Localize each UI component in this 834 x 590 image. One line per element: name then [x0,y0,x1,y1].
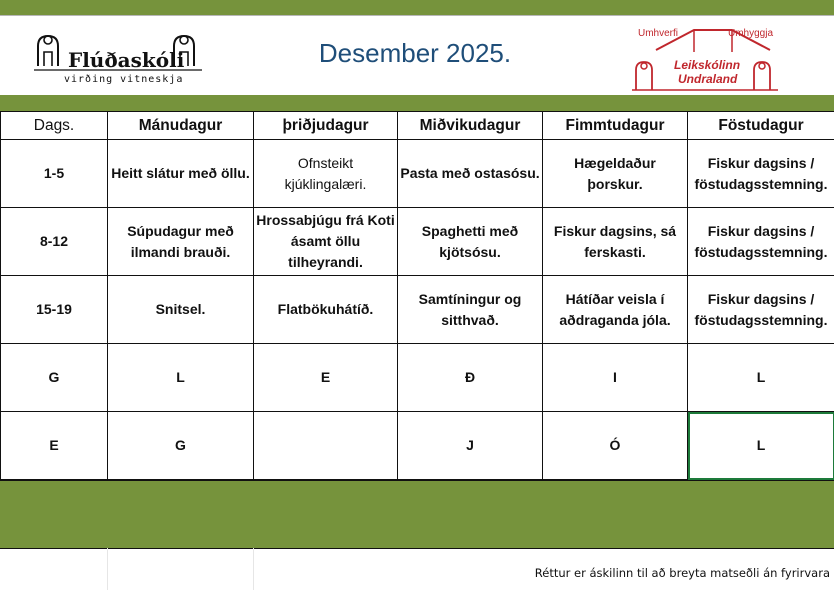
cell-date[interactable]: 8-12 [1,208,108,276]
cell-date[interactable]: 1-5 [1,140,108,208]
cell-friday[interactable]: Fiskur dagsins / föstudagsstemning. [688,140,834,208]
footer [0,548,834,590]
cell-letter[interactable]: J [398,412,543,480]
table-row [1,412,834,480]
green-band [0,95,834,111]
header-thridjudagur: þriðjudagur [254,112,398,140]
cell-thursday[interactable]: Hátíðar veisla í aðdraganda jóla. [543,276,688,344]
cell-letter[interactable]: Ó [543,412,688,480]
undraland-name-line2: Undraland [678,72,738,86]
header-manudagur: Mánudagur [108,112,254,140]
cell-letter[interactable]: G [108,412,254,480]
cell-letter-selected[interactable]: L [688,412,834,480]
cell-friday[interactable]: Fiskur dagsins / föstudagsstemning. [688,208,834,276]
undraland-name-line1: Leikskólinn [674,58,741,72]
cell-letter[interactable]: L [108,344,254,412]
cell-letter[interactable]: E [1,412,108,480]
fludaskoli-name: Flúðaskóli [68,48,185,72]
cell-wednesday[interactable]: Samtíningur og sitthvað. [398,276,543,344]
header-midvikudagur: Miðvikudagur [398,112,543,140]
table-row [1,208,834,276]
fludaskoli-logo [34,24,204,88]
cell-letter[interactable]: E [254,344,398,412]
cell-wednesday[interactable]: Pasta með ostasósu. [398,140,543,208]
gridline [107,548,108,590]
cell-letter[interactable]: G [1,344,108,412]
cell-wednesday[interactable]: Spaghetti með kjötsósu. [398,208,543,276]
cell-thursday[interactable]: Hægeldaður þorskur. [543,140,688,208]
header-fostudagur: Föstudagur [688,112,834,140]
table-header-row [1,112,834,140]
top-green-bar [0,0,834,15]
cell-monday[interactable]: Snitsel. [108,276,254,344]
table-row [1,344,834,412]
header-fimmtudagur: Fimmtudagur [543,112,688,140]
page-title: Desember 2025. [318,38,512,68]
cell-letter[interactable]: I [543,344,688,412]
cell-tuesday[interactable]: Hrossabjúgu frá Koti ásamt öllu tilheyrandi. [254,208,398,276]
table-row [1,140,834,208]
cell-thursday[interactable]: Fiskur dagsins, sá ferskasti. [543,208,688,276]
fludaskoli-motto: virðing vitneskja [64,74,184,85]
cell-letter[interactable]: Ð [398,344,543,412]
cell-monday[interactable]: Súpudagur með ilmandi brauði. [108,208,254,276]
gridline [253,548,254,590]
disclaimer-note: Réttur er áskilinn til að breyta matseðli án fyrirvara [534,566,830,580]
bottom-green-band [0,480,834,549]
lunch-menu-table [0,111,834,480]
cell-friday[interactable]: Fiskur dagsins / föstudagsstemning. [688,276,834,344]
cell-monday[interactable]: Heitt slátur með öllu. [108,140,254,208]
table-row [1,276,834,344]
cell-letter[interactable]: L [688,344,834,412]
header [0,15,834,96]
cell-date[interactable]: 15-19 [1,276,108,344]
cell-tuesday[interactable]: Flatbökuhátíð. [254,276,398,344]
header-dags: Dags. [1,112,108,140]
undraland-logo [632,22,778,92]
cell-letter[interactable] [254,412,398,480]
undraland-top-left: Umhverfi [638,28,679,39]
cell-tuesday[interactable]: Ofnsteikt kjúklingalæri. [254,140,398,208]
undraland-top-right: Umhyggja [728,28,774,39]
